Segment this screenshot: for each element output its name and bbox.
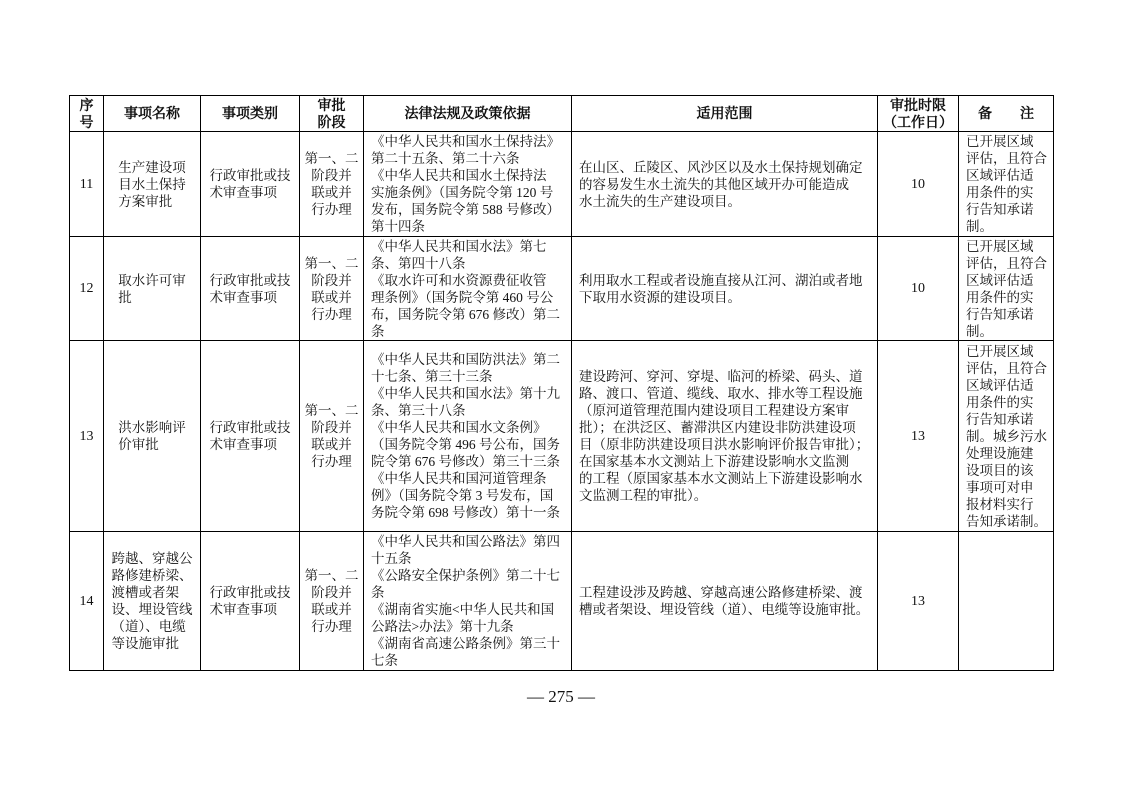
item-category-text: 行政审批或技 术审查事项	[209, 272, 291, 305]
legal-basis-cell: 《中华人民共和国水土保持法》 第二十五条、第二十六条 《中华人民共和国水土保持法 实施条例》（国务院令第 120 号 发布，国务院令第 588 号修改） 第十四条	[364, 132, 572, 237]
item-category-text: 行政审批或技 术审查事项	[209, 168, 291, 200]
item-category-cell	[201, 532, 300, 671]
header-remarks: 备 注	[959, 96, 1054, 132]
item-name-text: 洪水影响评 价审批	[118, 420, 186, 452]
header-approval-stage: 审批 阶段	[300, 96, 364, 132]
approval-items-table	[69, 95, 1054, 671]
header-legal-basis: 法律法规及政策依据	[364, 96, 572, 132]
remarks-cell: 已开展区域 评估，且符合 区域评估适 用条件的实 行告知承诺 制。	[959, 132, 1054, 237]
legal-basis-cell: 《中华人民共和国防洪法》第二 十七条、第三十三条 《中华人民共和国水法》第十九 条、第三十八条 《中华人民共和国水文条例》 （国务院令第 496 号公布，国务 院令第 676 号修改）第三十三条 《中华人民共和国河道管理条 例》（国务院令第 3 号发布，国 务院令第 698 号修改）第十一条	[364, 341, 572, 532]
approval-stage-cell: 第一、二 阶段并 联或并 行办理	[300, 532, 364, 671]
header-item-name: 事项名称	[104, 96, 201, 132]
item-name-cell	[104, 341, 201, 532]
scope-cell: 在山区、丘陵区、风沙区以及水土保持规划确定 的容易发生水土流失的其他区域开办可能造成 水土流失的生产建设项目。	[572, 132, 878, 237]
time-limit-cell: 13	[878, 341, 959, 532]
seq-cell: 13	[70, 341, 104, 532]
approval-stage-cell: 第一、二 阶段并 联或并 行办理	[300, 132, 364, 237]
item-category-cell	[201, 237, 300, 341]
time-limit-cell: 13	[878, 532, 959, 671]
table-row-12	[70, 237, 1054, 341]
legal-basis-cell: 《中华人民共和国公路法》第四 十五条 《公路安全保护条例》第二十七 条 《湖南省实施<中华人民共和国 公路法>办法》第十九条 《湖南省高速公路条例》第三十 七条	[364, 532, 572, 671]
item-category-cell	[201, 132, 300, 237]
header-item-category: 事项类别	[201, 96, 300, 132]
item-name-cell	[104, 532, 201, 671]
approval-stage-cell: 第一、二 阶段并 联或并 行办理	[300, 341, 364, 532]
item-category-cell	[201, 341, 300, 532]
seq-cell: 11	[70, 132, 104, 237]
seq-cell: 12	[70, 237, 104, 341]
table-header-row	[70, 96, 1054, 132]
table-row-13	[70, 341, 1054, 532]
header-time-limit: 审批时限 （工作日）	[878, 96, 959, 132]
item-name-cell	[104, 237, 201, 341]
item-name-text: 跨越、穿越公 路修建桥梁、 渡槽或者架 设、埋设管线 （道）、电缆 等设施审批	[111, 551, 193, 651]
item-name-cell	[104, 132, 201, 237]
remarks-cell: 已开展区域 评估，且符合 区域评估适 用条件的实 行告知承诺 制。	[959, 237, 1054, 341]
table-row-14	[70, 532, 1054, 671]
item-name-text: 取水许可审 批	[118, 272, 186, 305]
table-row-11	[70, 132, 1054, 237]
seq-cell: 14	[70, 532, 104, 671]
scope-cell: 利用取水工程或者设施直接从江河、湖泊或者地 下取用水资源的建设项目。	[572, 237, 878, 341]
page-number: — 275 —	[527, 687, 595, 706]
scope-cell: 建设跨河、穿河、穿堤、临河的桥梁、码头、道 路、渡口、管道、缆线、取水、排水等工程设施 （原河道管理范围内建设项目工程建设方案审 批）；在洪泛区、蓄滞洪区内建设非防洪建设项 目（原非防洪建设项目洪水影响评价报告审批）； 在国家基本水文测站上下游建设影响水文监测 的工程（原国家基本水文测站上下游建设影响水 文监测工程的审批）。	[572, 341, 878, 532]
item-name-text: 生产建设项 目水土保持 方案审批	[118, 159, 186, 209]
time-limit-cell: 10	[878, 237, 959, 341]
legal-basis-cell: 《中华人民共和国水法》第七 条、第四十八条 《取水许可和水资源费征收管 理条例》（国务院令第 460 号公 布，国务院令第 676 修改）第二 条	[364, 237, 572, 341]
item-category-text: 行政审批或技 术审查事项	[209, 420, 291, 452]
header-scope: 适用范围	[572, 96, 878, 132]
header-seq: 序 号	[70, 96, 104, 132]
scope-cell: 工程建设涉及跨越、穿越高速公路修建桥梁、渡 槽或者架设、埋设管线（道）、电缆等设施审批。	[572, 532, 878, 671]
remarks-cell	[959, 532, 1054, 671]
approval-stage-cell: 第一、二 阶段并 联或并 行办理	[300, 237, 364, 341]
item-category-text: 行政审批或技 术审查事项	[209, 585, 291, 617]
remarks-cell: 已开展区域 评估，且符合 区域评估适 用条件的实 行告知承诺 制。城乡污水 处理设施建 设项目的该 事项可对申 报材料实行 告知承诺制。	[959, 341, 1054, 532]
time-limit-cell: 10	[878, 132, 959, 237]
